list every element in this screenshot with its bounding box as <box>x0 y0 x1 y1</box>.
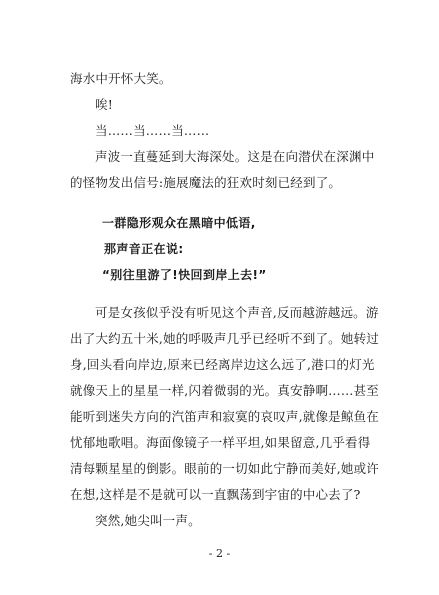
poem-line: 一群隐形观众在黑暗中低语, <box>102 216 256 230</box>
poem-block <box>102 210 382 288</box>
paragraph-scream: 突然,她尖叫一声。 <box>95 513 201 528</box>
poem-line: 那声音正在说: <box>104 242 184 256</box>
page-number: - 2 - <box>208 547 231 560</box>
paragraph-sound-wave: 声波一直蔓延到大海深处。这是在向潜伏在深渊中的怪物发出信号:施展魔法的狂欢时刻已经到了。 <box>70 149 375 190</box>
paragraph-girl-swims: 可是女孩似乎没有听见这个声音,反而越游越远。游出了大约五十米,她的呼吸声几乎已经听不到了。她转过身,回头看向岸边,原来已经离岸边这么远了,港口的灯光就像天上的星星一样,闪着微弱的光。真安静啊……甚至能听到迷失方向的汽笛声和寂寞的哀叹声,就像是鲸鱼在忧郁地歌唱。海面像镜子一样平坦,如果留意,几乎看得清每颗星星的倒影。眼前的一切如此宁静而美好,她或许在想,这样是不是就可以一直飘荡到宇宙的中心去了? <box>70 305 379 502</box>
paragraph-sigh: 唉! <box>95 97 113 112</box>
paragraph-bell: 当……当……当…… <box>95 123 210 138</box>
poem-line: “别往里游了!快回到岸上去!” <box>102 268 267 282</box>
paragraph-laugh: 海水中开怀大笑。 <box>70 71 172 86</box>
